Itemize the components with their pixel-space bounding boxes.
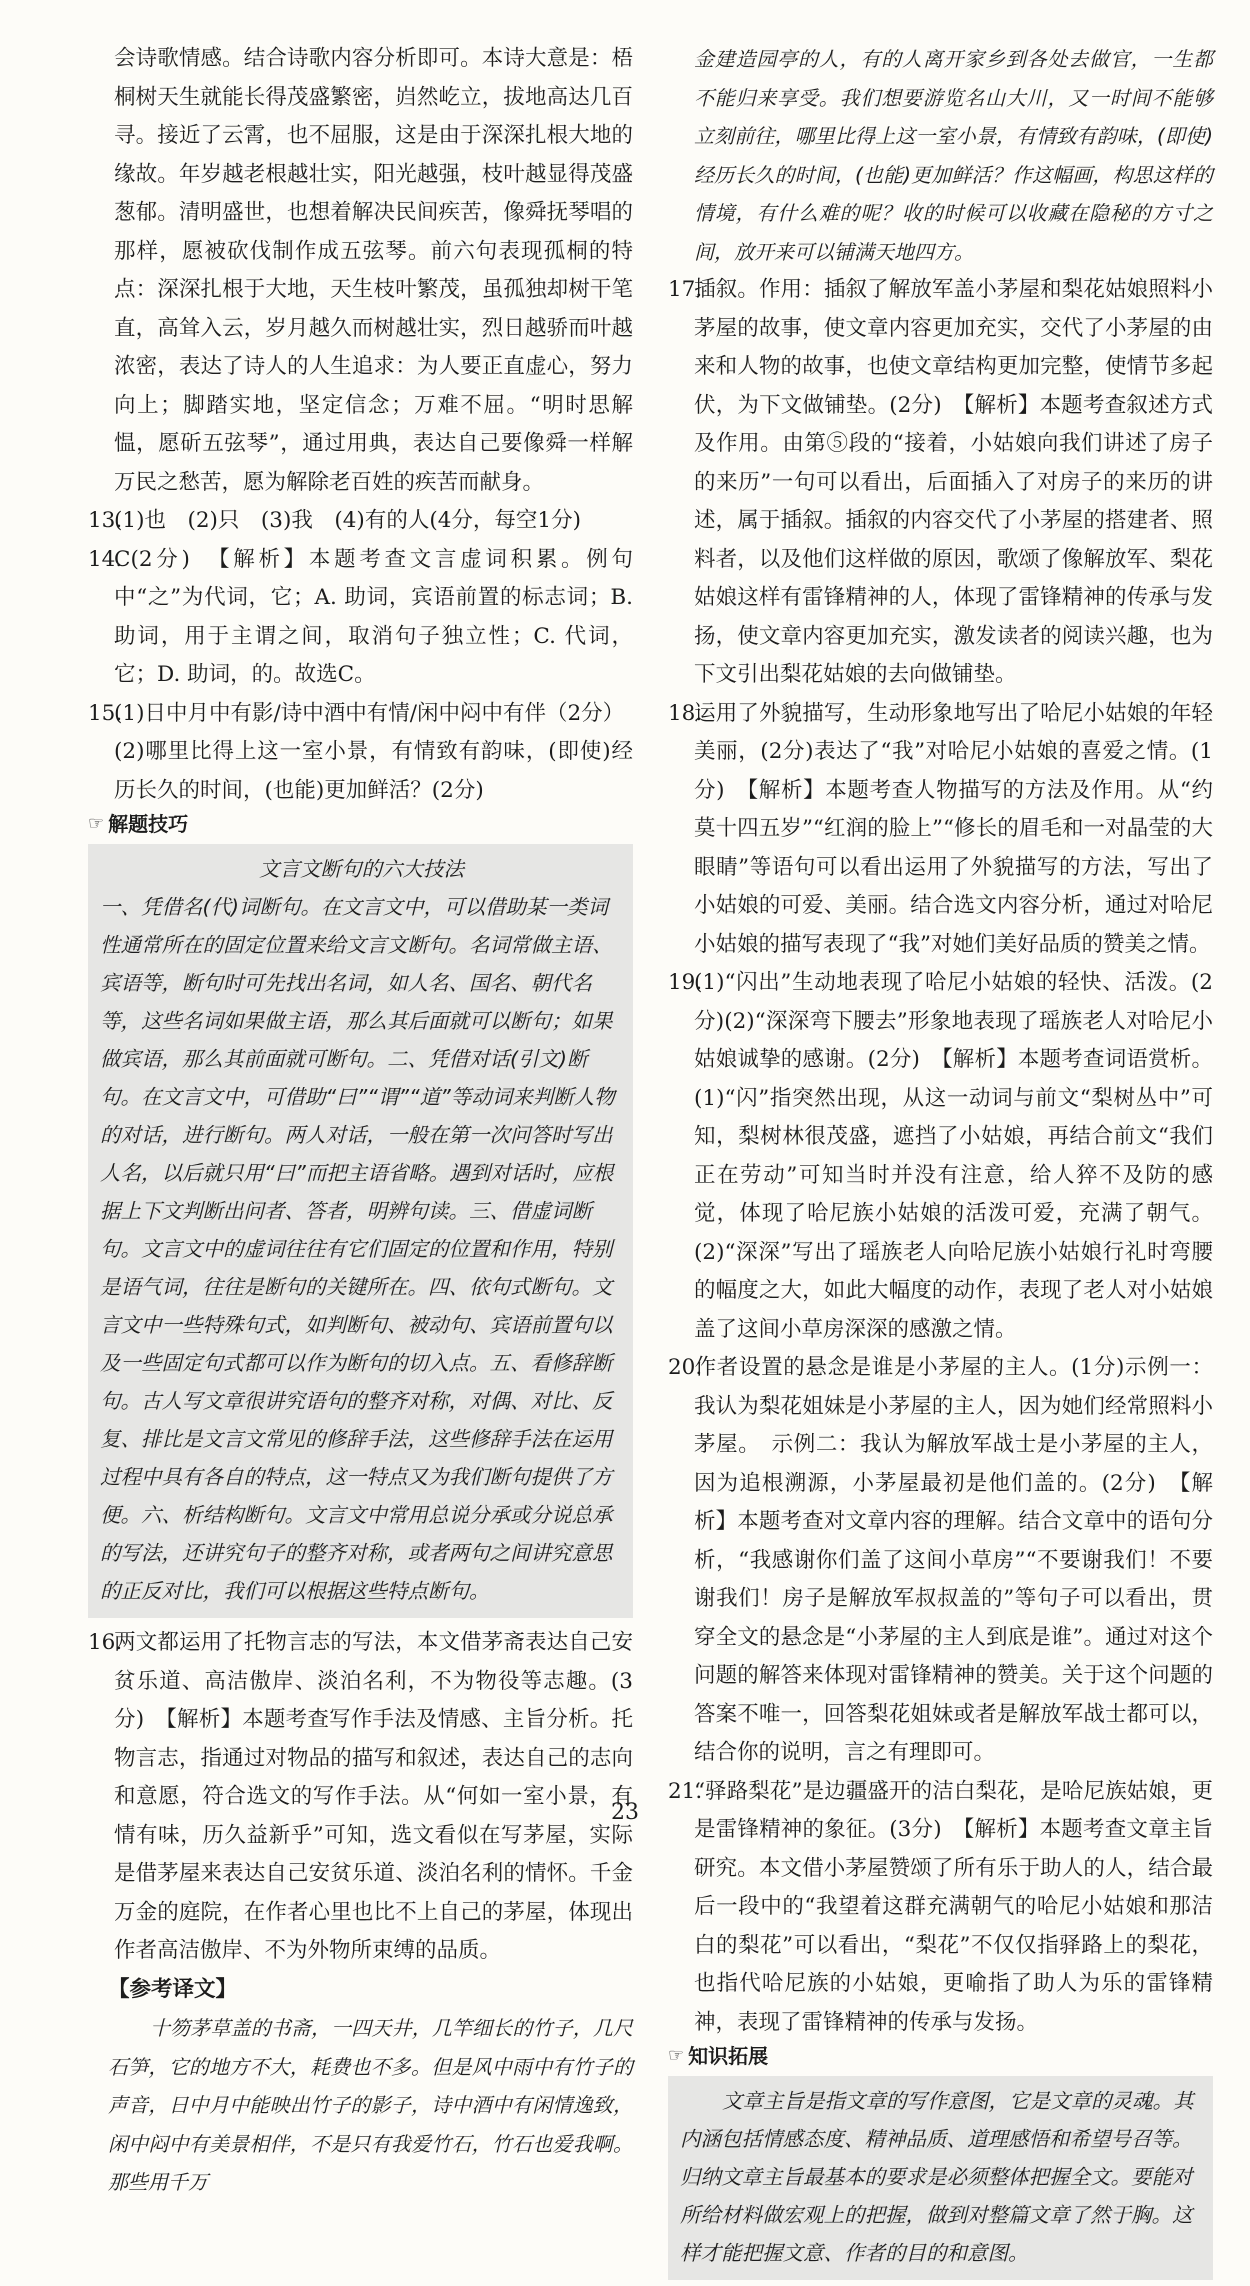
q19-number: 19. — [668, 970, 703, 995]
page-number: 23 — [611, 1800, 639, 1825]
question-20 — [668, 1349, 1213, 1773]
q15-answer-1: (1)日中月中有影/诗中酒中有情/闲中闷中有伴（2分） — [114, 700, 625, 726]
q15-answer-2: (2)哪里比得上这一室小景，有情致有韵味，(即使)经历长久的时间，(也能)更加鲜活？(2分) — [114, 739, 633, 803]
q14-number: 14. — [88, 546, 123, 572]
question-16 — [88, 1624, 633, 1971]
q20-number: 20. — [668, 1355, 703, 1380]
q20-answer: 作者设置的悬念是谁是小茅屋的主人。(1分)示例一：我认为梨花姐妹是小茅屋的主人，因为她们经常照料小茅屋。 示例二：我认为解放军战士是小茅屋的主人，因为追根溯源，小茅屋最初是他们盖的。(2分) 【解析】本题考查对文章内容的理解。结合文章中的语句分析，“我感谢你们盖了这间小草房”“不要谢我们！不要谢我们！房子是解放军叔叔盖的”等句子可以看出，贯穿全文的悬念是“小茅屋的主人到底是谁”。通过对这个问题的解答来体现对雷锋精神的赞美。关于这个问题的答案不唯一，回答梨花姐妹或者是解放军战士都可以，结合你的说明，言之有理即可。 — [694, 1355, 1213, 1765]
tip-box-body: 一、凭借名(代)词断句。在文言文中，可以借助某一类词性通常所在的固定位置来给文言文断句。名词常做主语、宾语等，断句时可先找出名词，如人名、国名、朝代名等，这些名词如果做主语，那么其后面就可以断句；如果做宾语，那么其前面就可断句。二、凭借对话(引文)断句。在文言文中，可借助“曰”“谓”“道”等动词来判断人物的对话，进行断句。两人对话，一般在第一次问答时写出人名，以后就只用“曰”而把主语省略。遇到对话时，应根据上下文判断出问者、答者，明辨句读。三、借虚词断句。文言文中的虚词往往有它们固定的位置和作用，特别是语气词，往往是断句的关键所在。四、依句式断句。文言文中一些特殊句式，如判断句、被动句、宾语前置句以及一些固定句式都可以作为断句的切入点。五、看修辞断句。古人写文章很讲究语句的整齐对称，对偶、对比、反复、排比是文言文常见的修辞手法，这些修辞手法在运用过程中具有各自的特点，这一特点又为我们断句提供了方便。六、析结构断句。文言文中常用总说分承或分说总承的写法，还讲究句子的整齐对称，或者两句之间讲究意思的正反对比，我们可以根据这些特点断句。 — [100, 895, 615, 1603]
tip-box-title: 文言文断句的六大技法 — [259, 857, 464, 881]
q14-answer: C(2分) 【解析】本题考查文言虚词积累。例句中“之”为代词，它；A. 助词，宾语前置的标志词；B. 助词，用于主谓之间，取消句子独立性；C. 代词，它；D. 助词，的。故选C。 — [114, 546, 633, 687]
q17-number: 17. — [668, 277, 703, 302]
question-17 — [668, 271, 1213, 695]
question-14 — [88, 541, 633, 695]
question-15 — [88, 695, 633, 734]
tip-label-text: 解题技巧 — [108, 811, 189, 836]
q15-number: 15. — [88, 700, 123, 726]
q16-number: 16. — [88, 1630, 123, 1655]
tip-label — [88, 810, 633, 838]
q16-answer: 两文都运用了托物言志的写法，本文借茅斋表达自己安贫乐道、高洁傲岸、淡泊名利，不为物役等志趣。(3分) 【解析】本题考查写作手法及情感、主旨分析。托物言志，指通过对物品的描写和叙述，表达自己的志向和意愿，符合选文的写作手法。从“何如一室小景，有情有味，历久益新乎”可知，选文看似在写茅屋，实际是借茅屋来表达自己安贫乐道、淡泊名利的情怀。千金万金的庭院，在作者心里也比不上自己的茅屋，体现出作者高洁傲岸、不为外物所束缚的品质。 — [114, 1630, 633, 1963]
reference-translation-label: 【参考译文】 — [108, 1976, 238, 2002]
reference-translation-continued: 金建造园亭的人，有的人离开家乡到各处去做官，一生都不能归来享受。我们想要游览名山大川，又一时间不能够立刻前往，哪里比得上这一室小景，有情致有韵味，(即使)经历长久的时间，(也能)更加鲜活？作这幅画，构思这样的情境，有什么难的呢？收的时候可以收藏在隐秘的方寸之间，放开来可以铺满天地四方。 — [694, 47, 1213, 264]
q13-answer: (1)也 (2)只 (3)我 (4)有的人(4分，每空1分) — [114, 508, 581, 533]
q18-number: 18. — [668, 700, 703, 726]
q13-number: 13. — [88, 508, 123, 533]
extension-box — [668, 2076, 1213, 2280]
left-column — [88, 40, 633, 2202]
extension-box-body: 文章主旨是指文章的写作意图，它是文章的灵魂。其内涵包括情感态度、精神品质、道理感悟和希望号召等。归纳文章主旨最基本的要求是必须整体把握全文。要能对所给材料做宏观上的把握，做到对整篇文章了然于胸。这样才能把握文意、作者的目的和意图。 — [680, 2089, 1194, 2265]
q21-answer: “驿路梨花”是边疆盛开的洁白梨花，是哈尼族姑娘，更是雷锋精神的象征。(3分) 【解析】本题考查文章主旨研究。本文借小茅屋赞颂了所有乐于助人的人，结合最后一段中的“我望着这群充满朝气的哈尼小姑娘和那洁白的梨花”可以看出，“梨花”不仅仅指驿路上的梨花，也指代哈尼族的小姑娘，更喻指了助人为乐的雷锋精神，表现了雷锋精神的传承与发扬。 — [694, 1778, 1213, 2035]
reference-translation: 十笏茅草盖的书斋，一四天井，几竿细长的竹子，几尺石笋，它的地方不大，耗费也不多。但是风中雨中有竹子的声音，日中月中能映出竹子的影子，诗中酒中有闲情逸致，闲中闷中有美景相伴，不是只有我爱竹石，竹石也爱我啊。那些用千万 — [108, 2016, 633, 2194]
hand-point-icon: ☞ — [668, 2044, 685, 2066]
tip-box — [88, 844, 633, 1618]
q19-answer: (1)“闪出”生动地表现了哈尼小姑娘的轻快、活泼。(2分)(2)“深深弯下腰去”形象地表现了瑶族老人对哈尼小姑娘诚挚的感谢。(2分) 【解析】本题考查词语赏析。(1)“闪”指突然出现，从这一动词与前文“梨树丛中”可知，梨树林很茂盛，遮挡了小姑娘，再结合前文“我们正在劳动”可知当时并没有注意，给人猝不及防的感觉，体现了哈尼族小姑娘的活泼可爱，充满了朝气。(2)“深深”写出了瑶族老人向哈尼族小姑娘行礼时弯腰的幅度之大，如此大幅度的动作，表现了老人对小姑娘盖了这间小草房深深的感激之情。 — [694, 970, 1213, 1342]
question-19 — [668, 964, 1213, 1349]
q17-answer: 插叙。作用：插叙了解放军盖小茅屋和梨花姑娘照料小茅屋的故事，使文章内容更加充实，交代了小茅屋的由来和人物的故事，也使文章结构更加完整，使情节多起伏，为下文做铺垫。(2分) 【解析】本题考查叙述方式及作用。由第⑤段的“接着，小姑娘向我们讲述了房子的来历”一句可以看出，后面插入了对房子的来历的讲述，属于插叙。插叙的内容交代了小茅屋的搭建者、照料者，以及他们这样做的原因，歌颂了像解放军、梨花姑娘这样有雷锋精神的人，体现了雷锋精神的传承与发扬，使文章内容更加充实，激发读者的阅读兴趣，也为下文引出梨花姑娘的去向做铺垫。 — [694, 277, 1213, 687]
question-13 — [88, 502, 633, 541]
hand-point-icon: ☞ — [88, 812, 105, 834]
q18-answer: 运用了外貌描写，生动形象地写出了哈尼小姑娘的年轻美丽，(2分)表达了“我”对哈尼小姑娘的喜爱之情。(1分) 【解析】本题考查人物描写的方法及作用。从“约莫十四五岁”“红润的脸上”“修长的眉毛和一对晶莹的大眼睛”等语句可以看出运用了外貌描写的方法，写出了小姑娘的可爱、美丽。结合选文内容分析，通过对哈尼小姑娘的描写表现了“我”对她们美好品质的赞美之情。 — [694, 700, 1213, 957]
extension-label-text: 知识拓展 — [688, 2043, 769, 2068]
right-column — [668, 40, 1213, 2286]
q21-number: 21. — [668, 1778, 703, 1804]
extension-label — [668, 2042, 1213, 2070]
poem-analysis: 会诗歌情感。结合诗歌内容分析即可。本诗大意是：梧桐树天生就能长得茂盛繁密，岿然屹立，拔地高达几百寻。接近了云霄，也不屈服，这是由于深深扎根大地的缘故。年岁越老根越壮实，阳光越强，枝叶越显得茂盛葱郁。清明盛世，也想着解决民间疾苦，像舜抚琴唱的那样，愿被砍伐制作成五弦琴。前六句表现孤桐的特点：深深扎根于大地，天生枝叶繁茂，虽孤独却树干笔直，高耸入云，岁月越久而树越壮实，烈日越骄而叶越浓密，表达了诗人的人生追求：为人要正直虚心，努力向上；脚踏实地，坚定信念；万难不屈。“明时思解愠，愿斫五弦琴”，通过用典，表达自己要像舜一样解万民之愁苦，愿为解除老百姓的疾苦而献身。 — [114, 46, 633, 495]
question-18 — [668, 695, 1213, 965]
